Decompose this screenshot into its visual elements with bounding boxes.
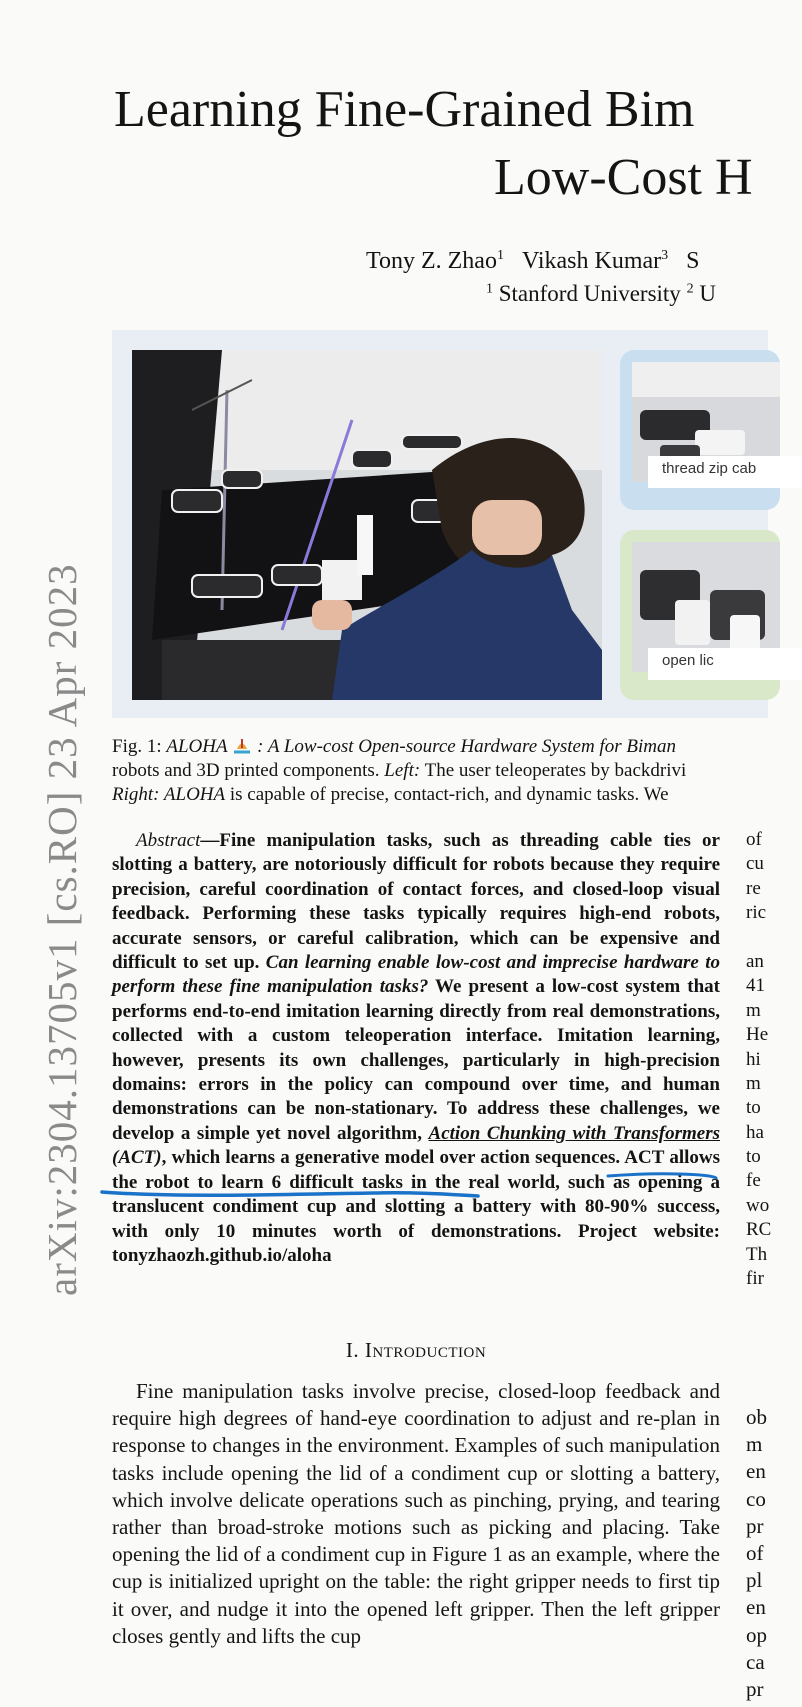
caption-text: Left: xyxy=(384,760,421,781)
right-col-text: m xyxy=(746,1072,761,1094)
right-col-text: en xyxy=(746,1459,766,1484)
right-col-text: ric xyxy=(746,902,767,924)
task-tile-thread-zip xyxy=(620,350,780,510)
aloha-logo-icon xyxy=(232,736,252,754)
caption-text: robots and 3D printed components. xyxy=(112,760,385,781)
introduction-paragraph: Fine manipulation tasks involve precise, closed-loop feedback and require high degrees of hand-eye coordination to adjust and re-plan in response to changes in the environment. Examples of such manipulation tasks include opening the lid of a condiment cup or slotting a battery, which involve delicate operations such as pinching, prying, and tearing rather than broad-stroke motions such as picking and placing. Take opening the lid of a condiment cup in Figure 1 as an example, where the cup is initialized upright on the table: the right gripper needs to first tip it over, and nudge it into the opened left gripper. Then the left gripper closes gently and lifts the cup xyxy=(112,1379,720,1648)
abstract-text: , which learns a generative model over action sequences. ACT allows the robot to learn 6 difficult tasks in the real world, such as opening a translucent condiment cup and slotting a battery with 80-90% success, with only 10 minutes worth of demonstrations. Project website: tonyzhaozh.github.io/aloha xyxy=(112,1147,720,1266)
task-tile-open-lid xyxy=(620,530,780,700)
affil-mark: 2 xyxy=(686,281,694,297)
right-col-text: m xyxy=(746,1432,763,1457)
introduction-body xyxy=(112,1378,720,1650)
figure-caption-line-2 xyxy=(112,760,686,782)
caption-text: The user teleoperates by backdrivi xyxy=(420,760,687,781)
right-col-text: co xyxy=(746,1486,766,1511)
right-col-text: ob xyxy=(746,1405,767,1429)
right-col-text: en xyxy=(746,1595,766,1620)
caption-text: Right: ALOHA xyxy=(112,784,226,805)
right-col-text: He xyxy=(746,1024,769,1046)
abstract-question: Can learning enable low-cost and imprecise hardware to perform these fine manipulation tasks? xyxy=(112,952,720,998)
right-col-text: Th xyxy=(746,1243,768,1265)
right-column-fragment xyxy=(746,829,776,1292)
right-col-text xyxy=(746,927,776,951)
right-col-text: re xyxy=(746,877,761,899)
author-name: S xyxy=(686,248,700,274)
pen-underline-annotation xyxy=(100,1172,720,1208)
author-affil-mark: 3 xyxy=(661,248,669,263)
right-col-text: wo xyxy=(746,1194,770,1216)
paper-title-line-2: Low-Cost H xyxy=(494,149,753,206)
author-name: Vikash Kumar xyxy=(521,248,662,274)
caption-text: : A Low-cost Open-source Hardware System for Biman xyxy=(252,736,676,757)
arxiv-stamp: arXiv:2304.13705v1 [cs.RO] 23 Apr 2023 xyxy=(39,563,85,1296)
author-line xyxy=(366,248,700,275)
author-name: Tony Z. Zhao xyxy=(366,248,497,274)
act-abbreviation: (ACT) xyxy=(112,1147,162,1169)
figure-caption-line-3 xyxy=(112,784,669,806)
right-col-text: op xyxy=(746,1622,767,1647)
caption-text: Fig. 1: xyxy=(112,736,167,757)
right-col-text: an xyxy=(746,950,764,972)
right-col-text: 41 xyxy=(746,975,765,997)
figure-caption-line-1 xyxy=(112,736,676,758)
paper-title-line-1: Learning Fine-Grained Bim xyxy=(114,81,695,138)
right-col-text: RC xyxy=(746,1219,772,1241)
right-col-text: to xyxy=(746,1097,761,1119)
affil-mark: 1 xyxy=(486,281,493,297)
author-affil-mark: 1 xyxy=(496,248,504,263)
abstract-label: Abstract xyxy=(136,830,201,851)
section-number: I. xyxy=(345,1338,360,1362)
right-col-text: of xyxy=(746,829,762,850)
right-col-text: fir xyxy=(746,1268,764,1290)
caption-text: ALOHA xyxy=(166,736,228,757)
abstract-text: We present a low-cost system that performs end-to-end imitation learning directly from real demonstrations, collected with a custom teleoperation interface. Imitation learning, however, presents its own challenges, particularly in high-precision domains: errors in the policy can compound over time, and human demonstrations can be non-stationary. To address these challenges, we develop a simple yet novel algorithm, xyxy=(112,976,721,1144)
affiliation-name: Stanford University xyxy=(498,281,681,306)
affiliation-name: U xyxy=(699,281,716,306)
abstract-text: —Fine manipulation tasks, such as threading cable ties or slotting a battery, are notoriously difficult for robots because they require precision, careful coordination of contact forces, and closed-loop visual feedback. Performing these tasks typically requires high-end robots, accurate sensors, or careful calibration, which can be expensive and difficult to set up. xyxy=(112,830,720,974)
right-col-text: pr xyxy=(746,1513,764,1538)
right-col-text: ha xyxy=(746,1121,764,1143)
teleoperation-photo xyxy=(132,350,602,700)
section-heading xyxy=(112,1338,720,1363)
caption-text: is capable of precise, contact-rich, and dynamic tasks. We xyxy=(225,784,669,805)
right-column-fragment xyxy=(746,1405,776,1704)
right-col-text: hi xyxy=(746,1048,761,1070)
right-col-text: of xyxy=(746,1540,764,1565)
right-col-text: fe xyxy=(746,1170,761,1192)
right-col-text: pr xyxy=(746,1676,764,1701)
affiliation-line xyxy=(486,281,716,307)
section-title: Introduction xyxy=(364,1338,487,1362)
right-col-text: ca xyxy=(746,1649,765,1674)
task-tile-caption: open lic xyxy=(648,648,802,680)
right-col-text: m xyxy=(746,999,761,1021)
right-col-text: pl xyxy=(746,1568,763,1593)
right-col-text: to xyxy=(746,1146,761,1168)
act-highlight: Action Chunking with Transformers xyxy=(428,1122,720,1144)
right-col-text: cu xyxy=(746,853,764,875)
task-tile-caption: thread zip cab xyxy=(648,456,802,488)
